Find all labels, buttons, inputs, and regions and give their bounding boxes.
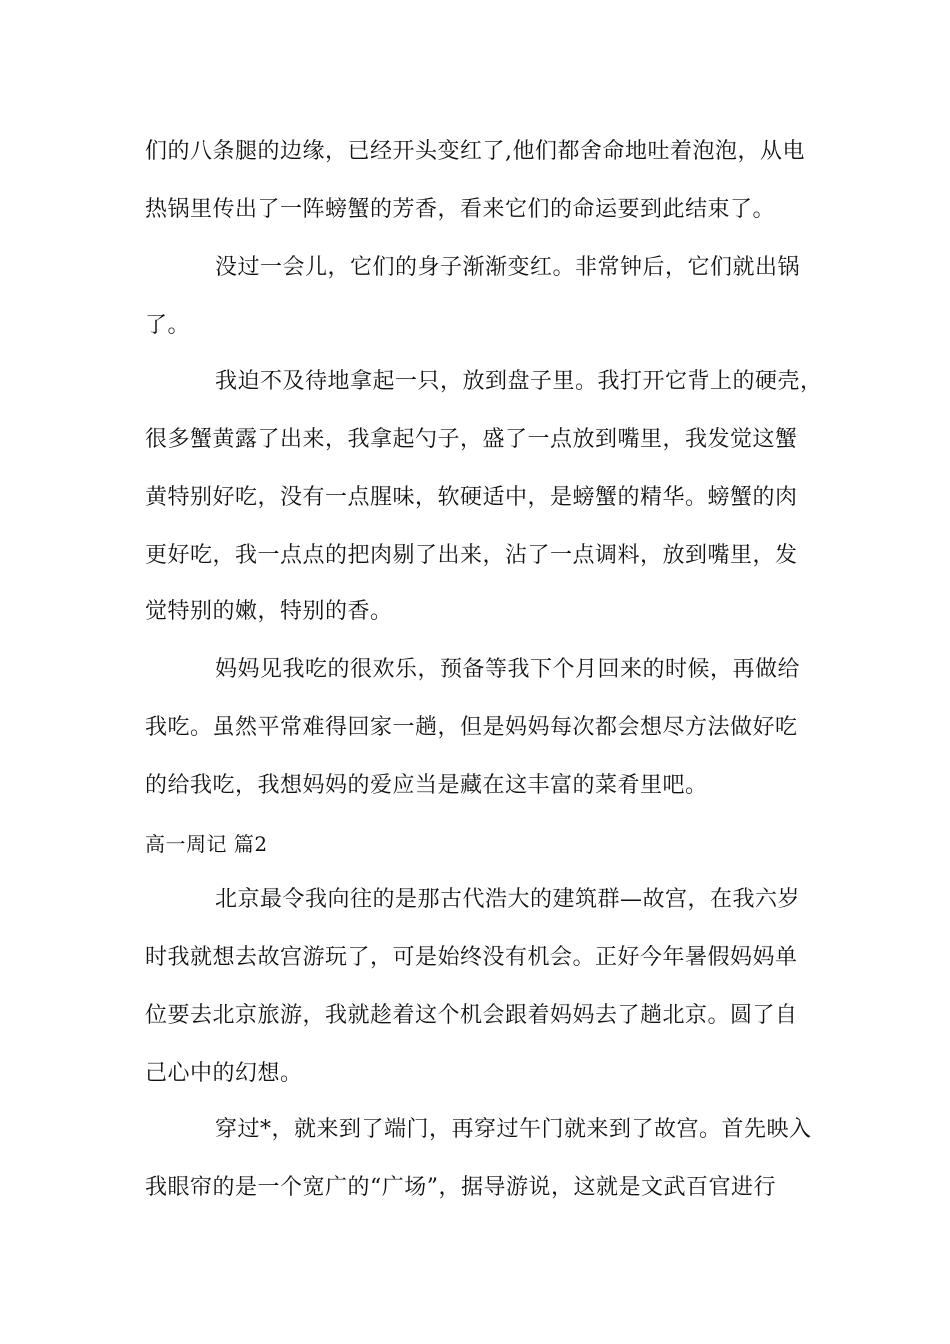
section-heading: 高一周记 篇2: [145, 832, 268, 856]
text-line: 时我就想去故宫游玩了，可是始终没有机会。正好今年暑假妈妈单: [145, 945, 798, 970]
text-line: 更好吃，我一点点的把肉剔了出来，沾了一点调料，放到嘴里，发: [145, 543, 798, 568]
text-line: 的给我吃，我想妈妈的爱应当是藏在这丰富的菜肴里吧。: [145, 773, 708, 798]
paragraph-first-line: 没过一会儿，它们的身子渐渐变红。非常钟后，它们就出锅: [215, 255, 801, 280]
text-line: 我吃。虽然平常难得回家一趟，但是妈妈每次都会想尽方法做好吃: [145, 715, 798, 740]
paragraph-first-line: 我迫不及待地拿起一只，放到盘子里。我打开它背上的硬壳，: [215, 369, 823, 394]
text-line: 我眼帘的是一个宽广的“广场”，据导游说，这就是文武百官进行: [145, 1175, 776, 1200]
text-line: 觉特别的嫩，特别的香。: [145, 599, 393, 624]
text-line: 很多蟹黄露了出来，我拿起勺子，盛了一点放到嘴里，我发觉这蟹: [145, 427, 798, 452]
paragraph-first-line: 妈妈见我吃的很欢乐，预备等我下个月回来的时候，再做给: [215, 657, 801, 682]
text-line: 们的八条腿的边缘，已经开头变红了,他们都舍命地吐着泡泡，从电: [145, 139, 805, 164]
text-line: 了。: [145, 313, 191, 338]
text-line: 己心中的幻想。: [145, 1061, 303, 1086]
text-line: 位要去北京旅游，我就趁着这个机会跟着妈妈去了趟北京。圆了自: [145, 1003, 798, 1028]
text-line: 热锅里传出了一阵螃蟹的芳香，看来它们的命运要到此结束了。: [145, 197, 776, 222]
paragraph-first-line: 穿过*，就来到了端门，再穿过午门就来到了故宫。首先映入: [215, 1117, 812, 1142]
text-line: 黄特别好吃，没有一点腥味，软硬适中，是螃蟹的精华。螃蟹的肉: [145, 485, 798, 510]
paragraph-first-line: 北京最令我向往的是那古代浩大的建筑群—故宫，在我六岁: [215, 887, 801, 912]
